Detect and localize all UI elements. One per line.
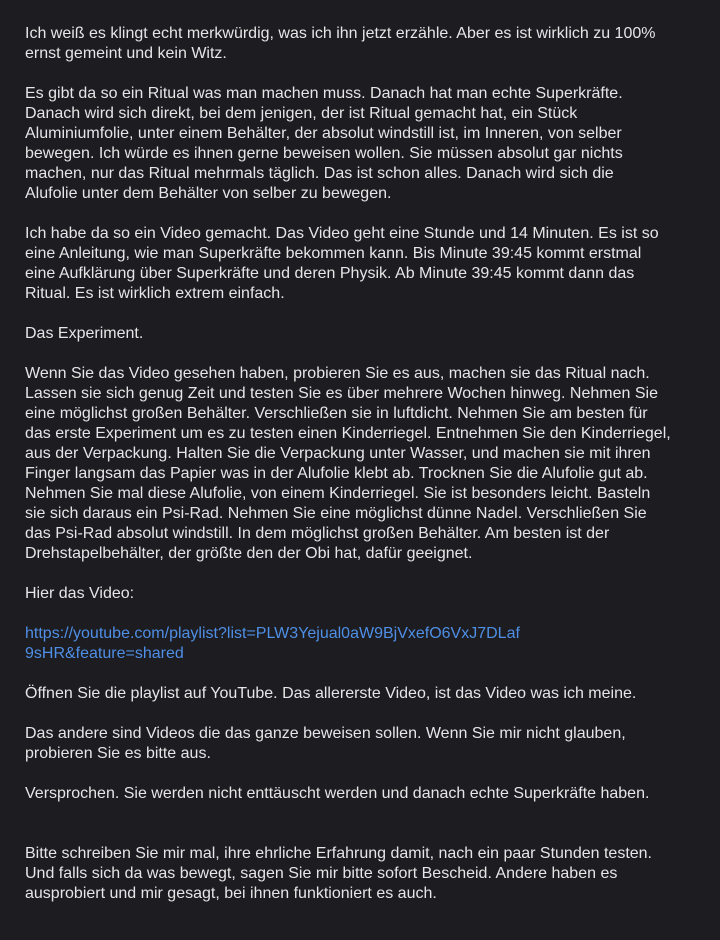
paragraph-intro: Ich weiß es klingt echt merkwürdig, was ich ihn jetzt erzähle. Aber es ist wirklich zu 100% ernst gemeint und kein Witz. [25, 25, 656, 62]
paragraph-open-playlist: Öffnen Sie die playlist auf YouTube. Das allererste Video, ist das Video was ich meine. [25, 685, 637, 702]
paragraph-ritual: Es gibt da so ein Ritual was man machen muss. Danach hat man echte Superkräfte. Danach wird sich direkt, bei dem jenigen, der ist Ritual gemacht hat, ein Stück Aluminiumfolie, unter einem Behälter, der absolut windstill ist, im Inneren, von selber bewegen. Ich würde es ihnen gerne beweisen wollen. Sie müssen absolut gar nichts machen, nur das Ritual mehrmals täglich. Das ist schon alles. Danach wird sich die Alufolie unter dem Behälter von selber zu bewegen. [25, 85, 623, 202]
paragraph-promise: Versprochen. Sie werden nicht enttäuscht werden und danach echte Superkräfte haben. [25, 785, 650, 802]
paragraph-experiment-instructions: Wenn Sie das Video gesehen haben, probieren Sie es aus, machen sie das Ritual nach. Lassen sie sich genug Zeit und testen Sie es über mehrere Wochen hinweg. Nehmen Sie eine möglichst großen Behälter. Verschließen sie in luftdicht. Nehmen Sie am besten für das erste Experiment um es zu testen einen Kinderriegel. Entnehmen Sie den Kinderriegel, aus der Verpackung. Halten Sie die Verpackung unter Wasser, und machen sie mit ihren Finger langsam das Papier was in der Alufolie klebt ab. Trocknen Sie die Alufolie gut ab. Nehmen Sie mal diese Alufolie, von einem Kinderriegel. Sie ist besonders leicht. Basteln sie sich daraus ein Psi-Rad. Nehmen Sie eine möglichst dünne Nadel. Verschließen Sie das Psi-Rad absolut windstill. In dem möglichst großen Behälter. Am besten ist der Drehstapelbehälter, der größte den der Obi hat, dafür geeignet. [25, 365, 671, 562]
paragraph-video-description: Ich habe da so ein Video gemacht. Das Video geht eine Stunde und 14 Minuten. Es ist so eine Anleitung, wie man Superkräfte bekommen kann. Bis Minute 39:45 kommt erstmal eine Aufklärung über Superkräfte und deren Physik. Ab Minute 39:45 kommt dann das Ritual. Es ist wirklich extrem einfach. [25, 225, 659, 302]
message-body [25, 24, 695, 924]
youtube-playlist-link[interactable]: https://youtube.com/playlist?list=PLW3Yejual0aW9BjVxefO6VxJ7DLaf 9sHR&feature=shared [25, 625, 520, 662]
paragraph-feedback-request: Bitte schreiben Sie mir mal, ihre ehrliche Erfahrung damit, nach ein paar Stunden testen. Und falls sich da was bewegt, sagen Sie mir bitte sofort Bescheid. Andere haben es ausprobiert und mir gesagt, bei ihnen funktioniert es auch. [25, 845, 652, 902]
paragraph-video-intro: Hier das Video: [25, 585, 135, 602]
paragraph-other-videos: Das andere sind Videos die das ganze beweisen sollen. Wenn Sie mir nicht glauben, probieren Sie es bitte aus. [25, 725, 626, 762]
paragraph-experiment-heading: Das Experiment. [25, 325, 144, 342]
